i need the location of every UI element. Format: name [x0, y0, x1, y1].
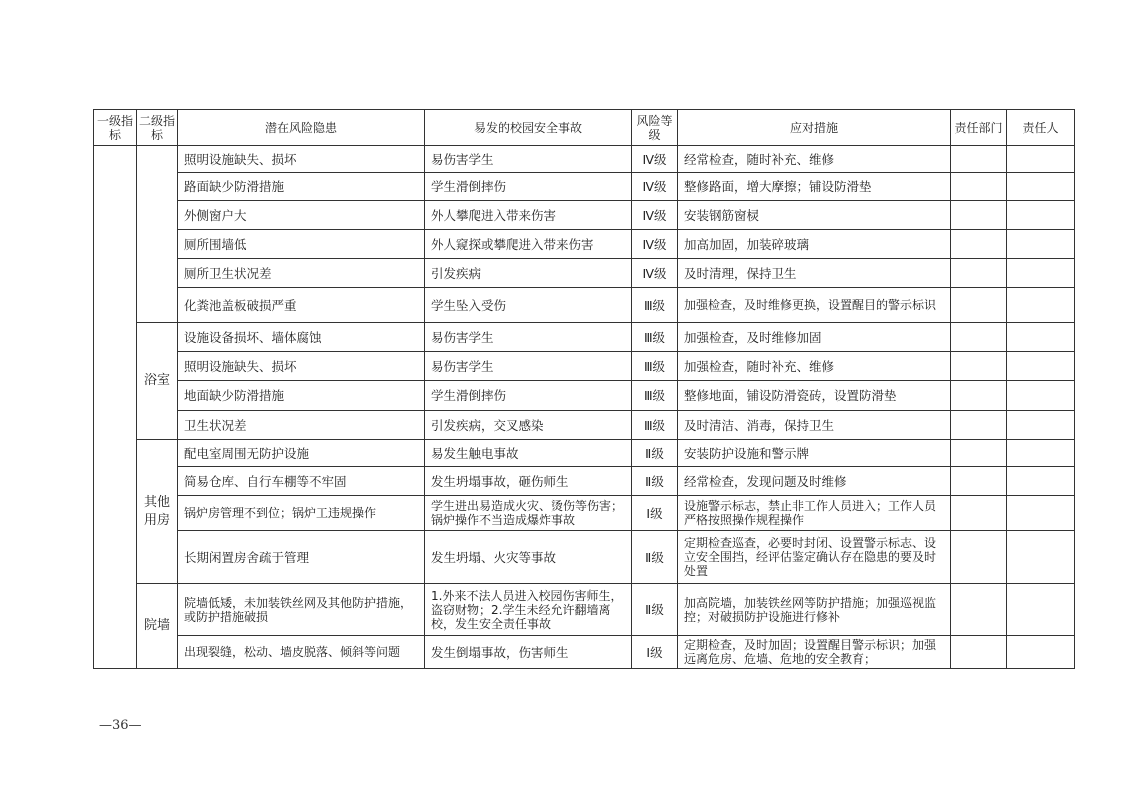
measure-cell: 定期检查，及时加固；设置醒目警示标识；加强远离危房、危墙、危地的安全教育；	[678, 636, 951, 669]
hazard-cell: 照明设施缺失、损坏	[178, 146, 425, 173]
measure-cell: 经常检查，随时补充、维修	[678, 146, 951, 173]
header-accident: 易发的校园安全事故	[425, 110, 632, 146]
risk-level-cell: Ⅳ级	[632, 173, 678, 201]
dept-cell	[951, 531, 1007, 584]
person-cell	[1007, 288, 1075, 323]
risk-level-cell: Ⅰ级	[632, 496, 678, 531]
table-row	[94, 173, 1075, 201]
table-row	[94, 288, 1075, 323]
dept-cell	[951, 323, 1007, 352]
table-row	[94, 636, 1075, 669]
risk-level-cell: Ⅳ级	[632, 201, 678, 230]
risk-level-cell: Ⅲ级	[632, 381, 678, 411]
accident-cell: 学生坠入受伤	[425, 288, 632, 323]
risk-level-cell: Ⅳ级	[632, 146, 678, 173]
level1-cell	[94, 146, 137, 669]
dept-cell	[951, 636, 1007, 669]
measure-cell: 及时清理，保持卫生	[678, 259, 951, 288]
measure-cell: 整修路面，增大摩擦；铺设防滑垫	[678, 173, 951, 201]
measure-cell: 及时清洁、消毒，保持卫生	[678, 411, 951, 440]
hazard-cell: 外侧窗户大	[178, 201, 425, 230]
table-row	[94, 259, 1075, 288]
hazard-cell: 地面缺少防滑措施	[178, 381, 425, 411]
group-other-rooms: 其他用房	[137, 440, 178, 584]
dept-cell	[951, 146, 1007, 173]
measure-cell: 安装防护设施和警示牌	[678, 440, 951, 467]
accident-cell: 发生坍塌事故，砸伤师生	[425, 467, 632, 496]
measure-cell: 加强检查，及时维修加固	[678, 323, 951, 352]
header-person: 责任人	[1007, 110, 1075, 146]
accident-cell: 易伤害学生	[425, 352, 632, 381]
dept-cell	[951, 467, 1007, 496]
table-row	[94, 352, 1075, 381]
risk-level-cell: Ⅲ级	[632, 352, 678, 381]
hazard-cell: 简易仓库、自行车棚等不牢固	[178, 467, 425, 496]
accident-cell: 外人窥探或攀爬进入带来伤害	[425, 230, 632, 259]
table-row	[94, 440, 1075, 467]
person-cell	[1007, 352, 1075, 381]
header-level1: 一级指标	[94, 110, 137, 146]
accident-cell: 发生坍塌、火灾等事故	[425, 531, 632, 584]
hazard-cell: 化粪池盖板破损严重	[178, 288, 425, 323]
hazard-cell: 厕所围墙低	[178, 230, 425, 259]
accident-cell: 易伤害学生	[425, 323, 632, 352]
measure-cell: 加高加固，加装碎玻璃	[678, 230, 951, 259]
risk-level-cell: Ⅱ级	[632, 584, 678, 636]
measure-cell: 经常检查，发现问题及时维修	[678, 467, 951, 496]
dept-cell	[951, 352, 1007, 381]
person-cell	[1007, 201, 1075, 230]
measure-cell: 加高院墙，加装铁丝网等防护措施；加强巡视监控；对破损防护设施进行修补	[678, 584, 951, 636]
person-cell	[1007, 636, 1075, 669]
table-row	[94, 230, 1075, 259]
group-bath: 浴室	[137, 323, 178, 440]
dept-cell	[951, 288, 1007, 323]
person-cell	[1007, 584, 1075, 636]
dept-cell	[951, 440, 1007, 467]
person-cell	[1007, 381, 1075, 411]
person-cell	[1007, 173, 1075, 201]
risk-level-cell: Ⅳ级	[632, 230, 678, 259]
hazard-cell: 锅炉房管理不到位；锅炉工违规操作	[178, 496, 425, 531]
table-row	[94, 411, 1075, 440]
accident-cell: 外人攀爬进入带来伤害	[425, 201, 632, 230]
dept-cell	[951, 230, 1007, 259]
risk-level-cell: Ⅱ级	[632, 531, 678, 584]
header-row	[94, 110, 1075, 146]
risk-level-cell: Ⅲ级	[632, 288, 678, 323]
hazard-cell: 院墙低矮，未加装铁丝网及其他防护措施，或防护措施破损	[178, 584, 425, 636]
measure-cell: 加强检查，及时维修更换，设置醒目的警示标识	[678, 288, 951, 323]
accident-cell: 学生滑倒摔伤	[425, 381, 632, 411]
accident-cell: 易伤害学生	[425, 146, 632, 173]
hazard-cell: 出现裂缝，松动、墙皮脱落、倾斜等问题	[178, 636, 425, 669]
risk-level-cell: Ⅲ级	[632, 411, 678, 440]
risk-level-cell: Ⅱ级	[632, 440, 678, 467]
table-row	[94, 201, 1075, 230]
page-number: —36—	[99, 718, 142, 733]
accident-cell: 易发生触电事故	[425, 440, 632, 467]
dept-cell	[951, 411, 1007, 440]
measure-cell: 加强检查，随时补充、维修	[678, 352, 951, 381]
person-cell	[1007, 467, 1075, 496]
group-toilet	[137, 146, 178, 323]
dept-cell	[951, 381, 1007, 411]
table-row	[94, 584, 1075, 636]
hazard-cell: 长期闲置房舍疏于管理	[178, 531, 425, 584]
person-cell	[1007, 440, 1075, 467]
hazard-cell: 卫生状况差	[178, 411, 425, 440]
person-cell	[1007, 259, 1075, 288]
measure-cell: 定期检查巡查，必要时封闭、设置警示标志、设立安全围挡，经评估鉴定确认存在隐患的要及时处置	[678, 531, 951, 584]
header-dept: 责任部门	[951, 110, 1007, 146]
measure-cell: 安装钢筋窗棂	[678, 201, 951, 230]
dept-cell	[951, 584, 1007, 636]
risk-level-cell: Ⅱ级	[632, 467, 678, 496]
table-row	[94, 531, 1075, 584]
hazard-cell: 配电室周围无防护设施	[178, 440, 425, 467]
dept-cell	[951, 201, 1007, 230]
measure-cell: 设施警示标志，禁止非工作人员进入；工作人员严格按照操作规程操作	[678, 496, 951, 531]
risk-level-cell: Ⅳ级	[632, 259, 678, 288]
group-courtyard-wall: 院墙	[137, 584, 178, 669]
person-cell	[1007, 496, 1075, 531]
header-measure: 应对措施	[678, 110, 951, 146]
accident-cell: 引发疾病	[425, 259, 632, 288]
accident-cell: 引发疾病，交叉感染	[425, 411, 632, 440]
accident-cell: 1.外来不法人员进入校园伤害师生，盗窃财物；2.学生未经允许翻墙离校，发生安全责任事故	[425, 584, 632, 636]
accident-cell: 学生进出易造成火灾、烫伤等伤害；锅炉操作不当造成爆炸事故	[425, 496, 632, 531]
hazard-cell: 照明设施缺失、损坏	[178, 352, 425, 381]
hazard-cell: 厕所卫生状况差	[178, 259, 425, 288]
header-level2: 二级指标	[137, 110, 178, 146]
risk-level-cell: Ⅲ级	[632, 323, 678, 352]
header-risk-level: 风险等级	[632, 110, 678, 146]
table-row	[94, 323, 1075, 352]
table-row	[94, 496, 1075, 531]
hazard-cell: 设施设备损坏、墙体腐蚀	[178, 323, 425, 352]
dept-cell	[951, 496, 1007, 531]
risk-level-cell: Ⅰ级	[632, 636, 678, 669]
hazard-cell: 路面缺少防滑措施	[178, 173, 425, 201]
dept-cell	[951, 259, 1007, 288]
person-cell	[1007, 411, 1075, 440]
person-cell	[1007, 146, 1075, 173]
measure-cell: 整修地面，铺设防滑瓷砖，设置防滑垫	[678, 381, 951, 411]
table-row	[94, 467, 1075, 496]
accident-cell: 发生倒塌事故，伤害师生	[425, 636, 632, 669]
person-cell	[1007, 323, 1075, 352]
accident-cell: 学生滑倒摔伤	[425, 173, 632, 201]
header-hazard: 潜在风险隐患	[178, 110, 425, 146]
dept-cell	[951, 173, 1007, 201]
risk-table	[93, 109, 1075, 669]
table-row	[94, 381, 1075, 411]
person-cell	[1007, 531, 1075, 584]
person-cell	[1007, 230, 1075, 259]
table-row	[94, 146, 1075, 173]
